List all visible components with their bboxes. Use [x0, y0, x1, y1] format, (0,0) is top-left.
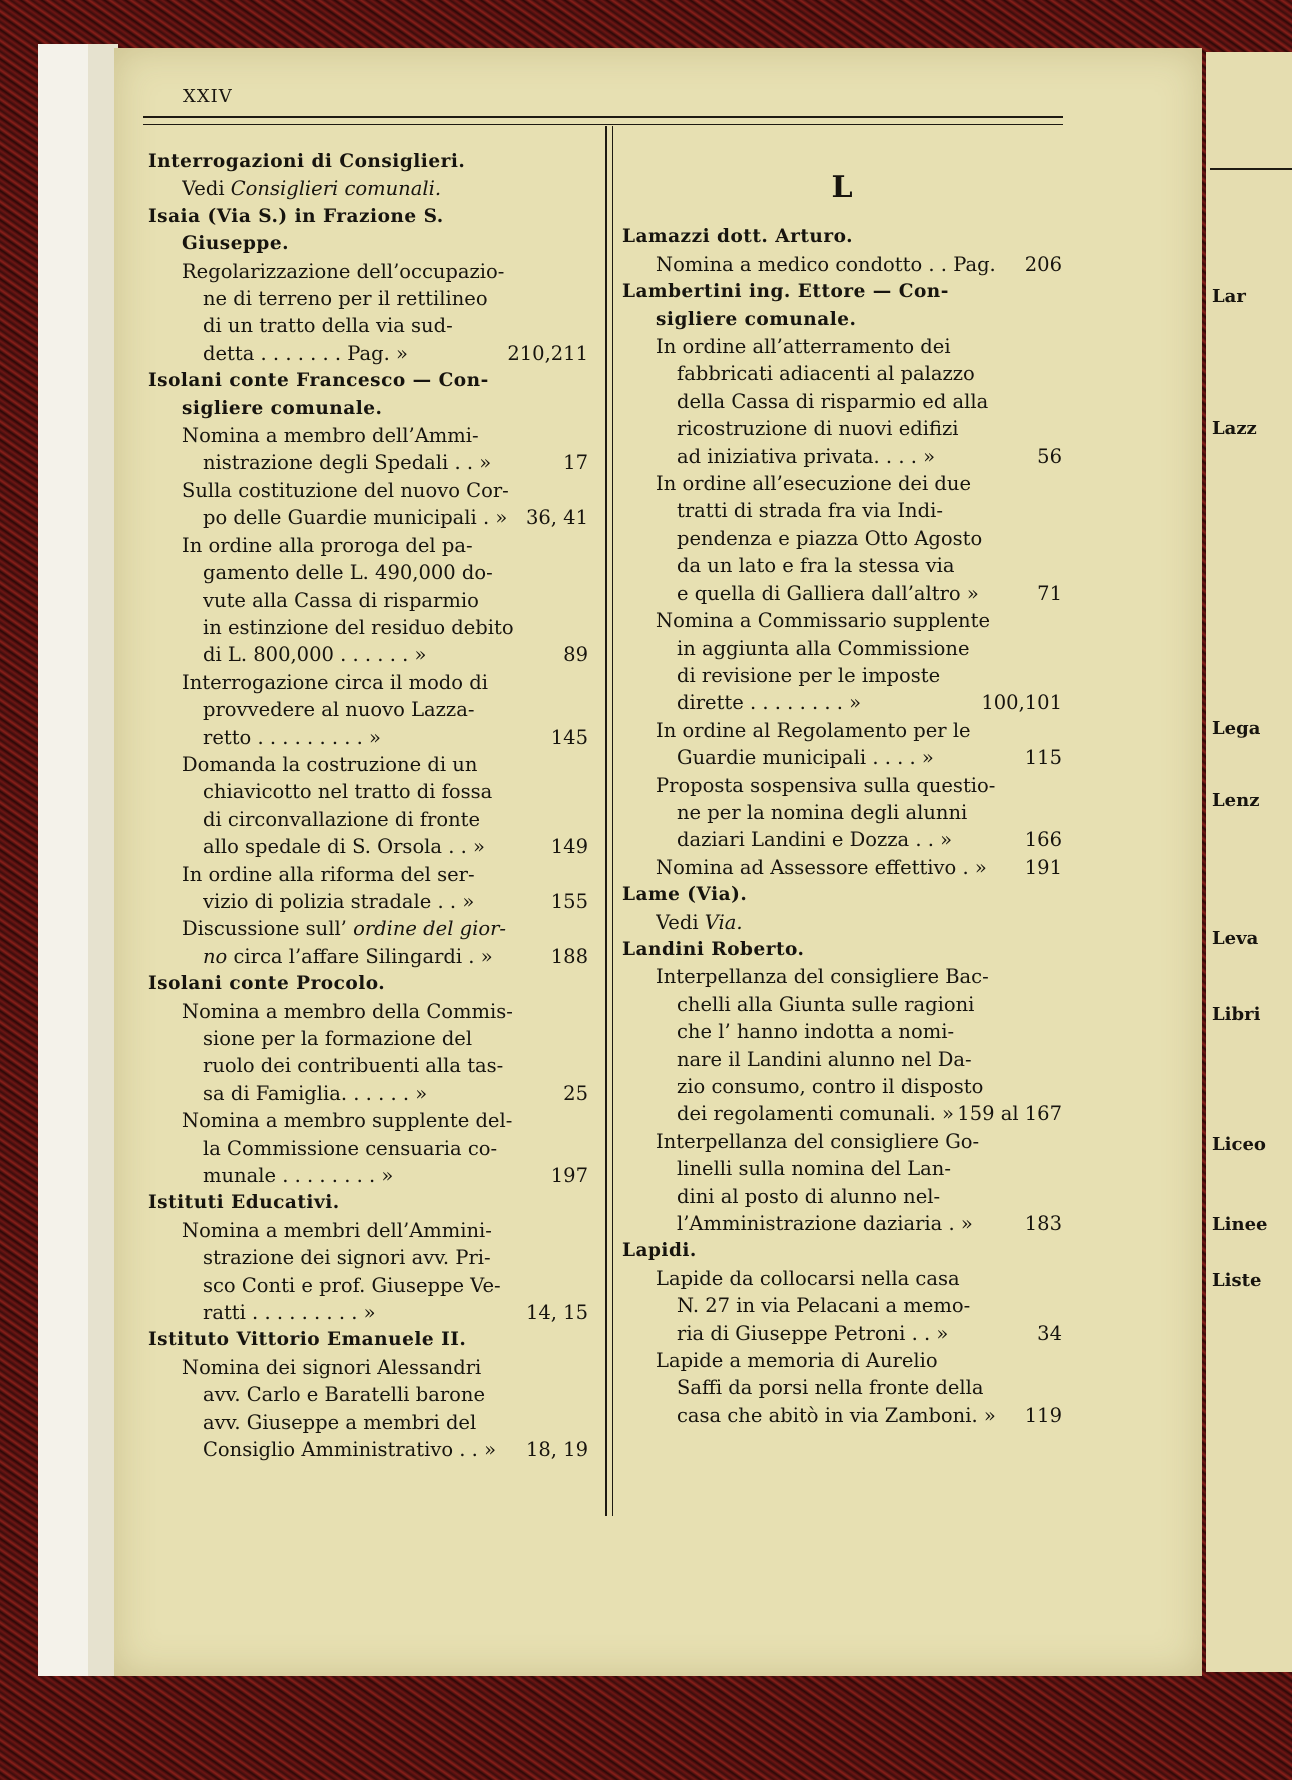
entry-heading-continued: Giuseppe.	[182, 233, 290, 255]
entry-text: allo spedale di S. Orsola . . »	[203, 835, 485, 859]
entry-pages: 159 al 167	[957, 1102, 1062, 1126]
entry-pages: 149	[550, 835, 588, 859]
entry-line	[148, 915, 588, 942]
entry-text: Nomina a membro della Commis-	[182, 999, 513, 1023]
next-page-fragment: Liste	[1212, 1270, 1262, 1291]
entry-text: N. 27 in via Pelacani a memo-	[677, 1294, 971, 1318]
next-page-fragment: Lega	[1212, 718, 1261, 739]
entry-line	[148, 504, 588, 531]
entry-text: Vedi Via.	[656, 910, 743, 934]
entry-line	[148, 943, 588, 970]
entry-text: Interpellanza del consigliere Bac-	[656, 965, 989, 989]
entry-text: daziari Landini e Dozza . . »	[677, 828, 953, 852]
entry-heading: Lame (Via).	[622, 884, 748, 906]
next-page-fragment: Libri	[1212, 1004, 1261, 1025]
index-entry	[622, 936, 1062, 1237]
entry-text: di L. 800,000 . . . . . . »	[203, 643, 427, 667]
entry-text: Proposta sospensiva sulla questio-	[656, 773, 996, 797]
entry-text: dei regolamenti comunali. »	[677, 1102, 954, 1126]
entry-pages: 210,211	[507, 341, 588, 365]
entry-line	[148, 1354, 588, 1381]
index-entry	[622, 1237, 1062, 1429]
entry-text: di circonvallazione di fronte	[203, 807, 481, 831]
entry-text: fabbricati adiacenti al palazzo	[677, 362, 975, 386]
entry-text: strazione dei signori avv. Pri-	[203, 1246, 491, 1270]
entry-line	[148, 1217, 588, 1244]
entry-line	[148, 669, 588, 696]
entry-line	[622, 1347, 1062, 1374]
entry-text: avv. Carlo e Baratelli barone	[203, 1383, 485, 1407]
entry-italic: Consiglieri comunali.	[230, 177, 442, 201]
entry-text: in estinzione del residuo debito	[203, 615, 514, 639]
entry-line	[148, 285, 588, 312]
entry-heading: Interrogazioni di Consiglieri.	[148, 151, 466, 172]
entry-pages: 119	[1024, 1403, 1062, 1427]
index-entry	[148, 1189, 588, 1326]
entry-text: la Commissione censuaria co-	[203, 1136, 498, 1160]
entry-heading: Istituto Vittorio Emanuele II.	[148, 1329, 467, 1351]
entry-line	[148, 778, 588, 805]
section-letter: L	[831, 170, 853, 205]
entry-line	[622, 1265, 1062, 1292]
entry-text: zio consumo, contro il disposto	[677, 1075, 984, 1098]
entry-text: In ordine al Regolamento per le	[656, 718, 971, 742]
entry-line	[622, 1183, 1062, 1210]
entry-line	[622, 607, 1062, 634]
entry-line	[148, 477, 588, 504]
entry-pages: 191	[1024, 855, 1062, 879]
entry-text: Discussione sull’ ordine del gior-	[182, 917, 506, 941]
entry-text: di un tratto della via sud-	[203, 314, 453, 338]
entry-line	[622, 1292, 1062, 1319]
entry-text: nare il Landini alunno nel Da-	[677, 1047, 972, 1071]
entry-text: no circa l’affare Silingardi . »	[203, 944, 493, 968]
entry-line	[148, 1272, 588, 1299]
entry-text: linelli sulla nomina del Lan-	[677, 1157, 951, 1181]
entry-line	[148, 641, 588, 668]
entry-text: munale . . . . . . . . »	[203, 1164, 394, 1188]
entry-text: Nomina a membri dell’Ammini-	[182, 1218, 492, 1242]
entry-text: Interrogazione circa il modo di	[182, 670, 488, 694]
index-entry	[148, 148, 588, 203]
entry-line	[622, 415, 1062, 442]
entry-text: Nomina ad Assessore effettivo . »	[656, 855, 987, 879]
entry-line	[148, 861, 588, 888]
next-page-fragment: Linee	[1212, 1214, 1268, 1235]
next-page-fragment: Lar	[1212, 286, 1246, 307]
entry-line	[622, 1073, 1062, 1100]
entry-text: po delle Guardie municipali . »	[203, 506, 508, 530]
entry-line	[148, 1025, 588, 1052]
entry-line	[622, 525, 1062, 552]
index-entry	[148, 203, 588, 367]
entry-text: tratti di strada fra via Indi-	[677, 499, 943, 523]
right-column	[622, 148, 1062, 1429]
entry-line	[148, 751, 588, 778]
entry-text: che l’ hanno indotta a nomi-	[677, 1020, 955, 1044]
entry-text: Guardie municipali . . . . »	[677, 746, 934, 770]
entry-line	[148, 888, 588, 915]
entry-text: da un lato e fra la stessa via	[677, 554, 955, 578]
entry-line	[622, 744, 1062, 771]
index-entry	[622, 278, 1062, 881]
entry-line	[148, 422, 588, 449]
entry-text: nistrazione degli Spedali . . »	[203, 451, 492, 475]
entry-text: provvedere al nuovo Lazza-	[203, 698, 475, 722]
entry-line	[148, 1299, 588, 1326]
entry-text: ruolo dei contribuenti alla tas-	[203, 1054, 504, 1078]
entry-text: Nomina a medico condotto . . Pag.	[656, 252, 996, 276]
entry-heading: Isolani conte Francesco — Con-	[148, 370, 489, 392]
right-column-entries	[622, 223, 1062, 1429]
entry-line	[148, 559, 588, 586]
entry-heading: Landini Roberto.	[622, 938, 805, 960]
index-entry	[622, 223, 1062, 278]
entry-heading: Lapidi.	[622, 1240, 697, 1262]
column-divider	[605, 126, 613, 1516]
entry-line	[622, 717, 1062, 744]
entry-text: In ordine all’esecuzione dei due	[656, 472, 971, 496]
entry-text: l’Amministrazione daziaria . »	[677, 1212, 973, 1236]
entry-line	[622, 1402, 1062, 1429]
entry-line	[148, 1436, 588, 1463]
entry-line	[622, 1374, 1062, 1401]
entry-text: Lapide a memoria di Aurelio	[656, 1349, 938, 1373]
entry-line	[622, 443, 1062, 470]
entry-line	[148, 1162, 588, 1189]
entry-line	[622, 991, 1062, 1018]
entry-line	[148, 1080, 588, 1107]
entry-text: chiavicotto nel tratto di fossa	[203, 780, 493, 804]
entry-pages: 17	[563, 451, 588, 475]
entry-line	[148, 1409, 588, 1436]
index-entry	[148, 367, 588, 970]
entry-text: ricostruzione di nuovi edifizi	[677, 417, 959, 441]
entry-line	[148, 998, 588, 1025]
entry-text: retto . . . . . . . . . »	[203, 725, 381, 749]
left-column	[148, 148, 588, 1464]
entry-line	[148, 258, 588, 285]
entry-pages: 155	[550, 889, 588, 913]
entry-line	[622, 689, 1062, 716]
entry-pages: 89	[563, 643, 588, 667]
entry-line	[622, 1320, 1062, 1347]
entry-text: gamento delle L. 490,000 do-	[203, 561, 493, 585]
entry-text: vute alla Cassa di risparmio	[203, 588, 479, 612]
entry-text: In ordine alla riforma del ser-	[182, 862, 475, 886]
entry-line	[148, 1244, 588, 1271]
entry-text: sco Conti e prof. Giuseppe Ve-	[203, 1273, 501, 1297]
page-number: XXIV	[183, 86, 233, 107]
entry-italic: Via.	[704, 910, 743, 934]
entry-line	[622, 772, 1062, 799]
entry-heading: Istituti Educativi.	[148, 1192, 340, 1214]
entry-text: di revisione per le imposte	[677, 663, 941, 687]
entry-heading: Isolani conte Procolo.	[148, 973, 386, 995]
entry-line	[148, 833, 588, 860]
entry-heading-continued: sigliere comunale.	[656, 308, 857, 330]
entry-line	[622, 662, 1062, 689]
entry-line	[148, 1135, 588, 1162]
entry-text: ne per la nomina degli alunni	[677, 800, 968, 824]
entry-line	[622, 635, 1062, 662]
entry-text: Nomina a Commissario supplente	[656, 609, 990, 633]
next-page-fragment: Leva	[1212, 928, 1259, 949]
entry-line	[622, 1155, 1062, 1182]
entry-line	[622, 388, 1062, 415]
next-page-fragment: Lenz	[1212, 790, 1260, 811]
entry-line	[622, 1018, 1062, 1045]
entry-line	[622, 1210, 1062, 1237]
entry-text: Nomina a membro dell’Ammi-	[182, 424, 479, 448]
entry-pages: 145	[550, 725, 588, 749]
entry-text: Sulla costituzione del nuovo Cor-	[182, 478, 509, 502]
entry-line	[622, 799, 1062, 826]
entry-text: dini al posto di alunno nel-	[677, 1184, 941, 1208]
entry-line	[148, 806, 588, 833]
entry-line	[148, 724, 588, 751]
entry-line	[622, 826, 1062, 853]
entry-italic: ordine del gior-	[353, 917, 506, 941]
entry-text: Domanda la costruzione di un	[182, 752, 478, 776]
header-rule	[143, 116, 1063, 125]
entry-line	[622, 1100, 1062, 1127]
entry-text: pendenza e piazza Otto Agosto	[677, 526, 983, 550]
entry-text: In ordine alla proroga del pa-	[182, 533, 473, 557]
index-entry	[148, 1326, 588, 1463]
entry-text: Saffi da porsi nella fronte della	[677, 1376, 984, 1400]
entry-text: Nomina a membro supplente del-	[182, 1109, 513, 1133]
next-page-fragment: Lazz	[1212, 418, 1257, 439]
entry-text: In ordine all’atterramento dei	[656, 335, 951, 359]
entry-line	[622, 580, 1062, 607]
entry-pages: 36, 41	[525, 506, 588, 530]
entry-text: Vedi Consiglieri comunali.	[182, 177, 442, 201]
entry-pages: 18, 19	[525, 1438, 588, 1462]
entry-text: in aggiunta alla Commissione	[677, 636, 970, 660]
entry-pages: 206	[1024, 252, 1062, 276]
entry-text: Consiglio Amministrativo . . »	[203, 1438, 496, 1462]
entry-line	[622, 963, 1062, 990]
entry-pages: 100,101	[981, 691, 1062, 715]
entry-line	[148, 696, 588, 723]
entry-line	[148, 1107, 588, 1134]
entry-heading-continued: sigliere comunale.	[182, 397, 383, 419]
entry-text: Nomina dei signori Alessandri	[182, 1355, 482, 1379]
entry-line	[622, 360, 1062, 387]
entry-pages: 34	[1037, 1321, 1062, 1345]
entry-pages: 115	[1024, 746, 1062, 770]
entry-text: Regolarizzazione dell’occupazio-	[182, 259, 505, 283]
entry-line	[148, 312, 588, 339]
entry-text: ria di Giuseppe Petroni . . »	[677, 1321, 949, 1345]
entry-line	[622, 552, 1062, 579]
entry-line	[148, 587, 588, 614]
next-page-rule	[1210, 168, 1292, 170]
entry-text: sa di Famiglia. . . . . . »	[203, 1081, 428, 1105]
entry-text: dirette . . . . . . . . »	[677, 691, 862, 715]
index-entry	[148, 970, 588, 1189]
index-entry	[622, 881, 1062, 936]
entry-heading: Lambertini ing. Ettore — Con-	[622, 281, 949, 303]
entry-line	[622, 470, 1062, 497]
entry-line	[148, 614, 588, 641]
entry-text: della Cassa di risparmio ed alla	[677, 389, 989, 413]
entry-pages: 166	[1024, 828, 1062, 852]
entry-pages: 183	[1024, 1212, 1062, 1236]
entry-text: casa che abitò in via Zamboni. »	[677, 1403, 996, 1427]
entry-pages: 56	[1037, 444, 1062, 468]
entry-line	[622, 333, 1062, 360]
entry-italic: no	[203, 944, 228, 968]
entry-text: ratti . . . . . . . . . »	[203, 1301, 376, 1325]
entry-line	[148, 532, 588, 559]
entry-text: vizio di polizia stradale . . »	[203, 889, 475, 913]
entry-text: ne di terreno per il rettilineo	[203, 287, 488, 311]
entry-line	[622, 909, 1062, 936]
entry-line	[622, 854, 1062, 881]
entry-line	[622, 251, 1062, 278]
entry-text: sione per la formazione del	[203, 1027, 473, 1050]
entry-heading: Isaia (Via S.) in Frazione S.	[148, 205, 444, 227]
entry-pages: 14, 15	[525, 1301, 588, 1325]
entry-line	[148, 449, 588, 476]
entry-line	[148, 175, 588, 202]
entry-pages: 197	[550, 1164, 588, 1188]
entry-pages: 71	[1037, 581, 1062, 605]
entry-heading: Lamazzi dott. Arturo.	[622, 226, 854, 248]
entry-line	[148, 1052, 588, 1079]
next-page-fragment: Liceo	[1212, 1134, 1266, 1155]
entry-text: e quella di Galliera dall’altro »	[677, 581, 979, 605]
entry-text: ad iniziativa privata. . . . »	[677, 444, 936, 468]
entry-line	[622, 1128, 1062, 1155]
entry-text: Interpellanza del consigliere Go-	[656, 1129, 980, 1153]
entry-text: chelli alla Giunta sulle ragioni	[677, 992, 975, 1016]
entry-line	[622, 1046, 1062, 1073]
entry-text: avv. Giuseppe a membri del	[203, 1410, 477, 1434]
entry-pages: 25	[563, 1081, 588, 1105]
entry-text: detta . . . . . . . Pag. »	[203, 341, 408, 365]
entry-pages: 188	[550, 944, 588, 968]
entry-line	[148, 340, 588, 367]
entry-line	[622, 497, 1062, 524]
entry-text: Lapide da collocarsi nella casa	[656, 1266, 960, 1290]
entry-line	[148, 1381, 588, 1408]
